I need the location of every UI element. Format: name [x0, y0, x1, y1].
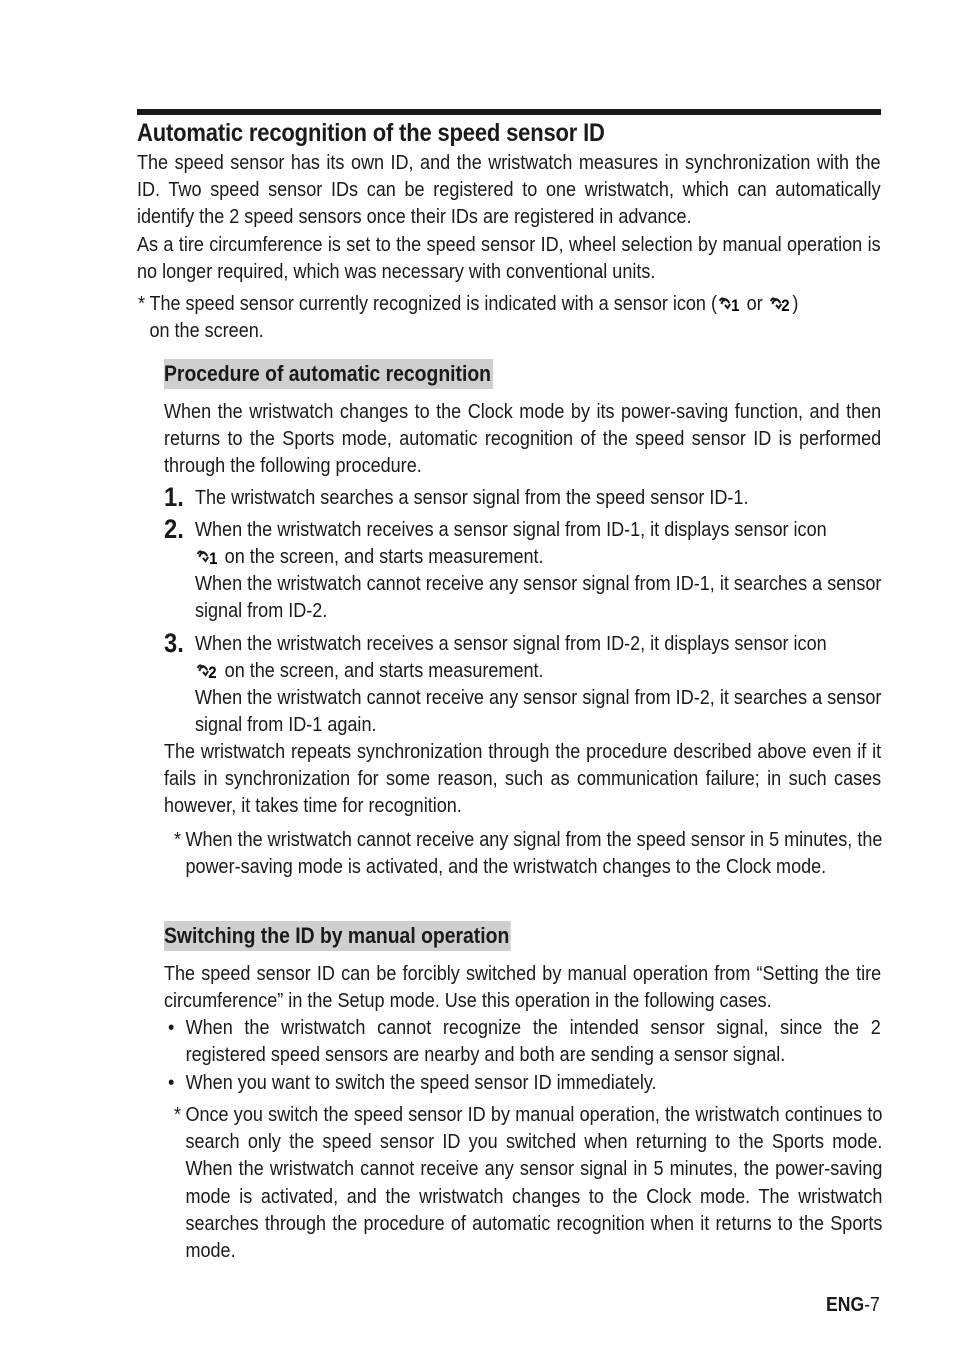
step-3-text: When the wristwatch receives a sensor signal from ID-2, it displays sensor icon — [195, 632, 827, 655]
step-2-number: 2. — [164, 514, 184, 544]
svg-text:2: 2 — [208, 664, 217, 680]
step-1-number: 1. — [164, 482, 184, 512]
page-number: ENG-7 — [826, 1294, 880, 1316]
note-text-3: on the screen. — [149, 319, 264, 342]
sensor-id-2-icon — [768, 291, 793, 313]
manual-heading: Switching the ID by manual operation — [164, 921, 558, 951]
note-text-2: ) — [792, 292, 799, 315]
svg-text:2: 2 — [780, 297, 790, 313]
manual-intro: The speed sensor ID can be forcibly switched by manual operation from “Setting the tire circumference” in the Setup mode. Use this operation in the following cases. — [164, 962, 882, 1013]
step-2-line-2: 1 on the screen, and starts measurement. — [195, 543, 954, 570]
intro-paragraph-2: As a tire circumference is set to the speed sensor ID, wheel selection by manual operation is no longer required, which was necessary with conventional units. — [137, 233, 881, 284]
step-2-continuation: When the wristwatch cannot receive any sensor signal from ID-1, it searches a sensor signal from ID-2. — [195, 572, 882, 623]
sensor-id-1-icon — [195, 544, 220, 566]
manual-note: * Once you switch the speed sensor ID by manual operation, the wristwatch continues to search only the speed sensor ID you switched when returning to the Sports mode. When the wristwatch cannot receive any sensor signal in 5 minutes, the power-saving mode is activated, and the wristwatch changes to the Clock mode. The wristwatch searches through the procedure of automatic recognition when it returns to the Sports mode. — [174, 1103, 883, 1263]
procedure-heading: Procedure of automatic recognition — [164, 359, 538, 389]
section-title: Automatic recognition of the speed sensor ID — [137, 119, 605, 147]
svg-text:1: 1 — [209, 550, 218, 566]
note-text-1: The speed sensor currently recognized is indicated with a sensor icon ( — [149, 292, 717, 315]
section-rule — [137, 109, 881, 115]
procedure-intro: When the wristwatch changes to the Clock mode by its power-saving function, and then returns to the Sports mode, automatic recognition of the speed sensor ID is performed through the following procedure. — [164, 400, 882, 478]
step-2-text: When the wristwatch receives a sensor signal from ID-1, it displays sensor icon — [195, 518, 827, 541]
note-or: or — [746, 292, 763, 315]
sensor-icon-note — [138, 290, 954, 350]
manual-bullet-2: • When you want to switch the speed sensor ID immediately. — [168, 1071, 657, 1094]
svg-text:1: 1 — [731, 297, 740, 313]
step-1-text: The wristwatch searches a sensor signal from the speed sensor ID-1. — [195, 486, 749, 509]
intro-paragraph-1: The speed sensor has its own ID, and the wristwatch measures in synchronization with the ID. Two speed sensor IDs can be registered to one wristwatch, which can automatically identify the 2 speed sensors once their IDs are registered in advance. — [137, 151, 881, 229]
procedure-note: * When the wristwatch cannot receive any signal from the speed sensor in 5 minutes, the power-saving mode is activated, and the wristwatch changes to the Clock mode. — [174, 828, 883, 879]
step-3-number: 3. — [164, 628, 184, 658]
manual-bullet-1: • When the wristwatch cannot recognize the intended sensor signal, since the 2 registered speed sensors are nearby and both are sending a sensor signal. — [168, 1016, 881, 1067]
step-3-continuation: When the wristwatch cannot receive any sensor signal from ID-2, it searches a sensor signal from ID-1 again. — [195, 686, 882, 737]
step-3-line-2: 2 on the screen, and starts measurement. — [195, 657, 954, 684]
procedure-outro: The wristwatch repeats synchronization through the procedure described above even if it fails in synchronization for some reason, such as communication failure; in such cases however, it takes time for recognition. — [164, 740, 882, 818]
sensor-id-2-icon — [195, 658, 220, 680]
sensor-id-1-icon — [717, 291, 742, 313]
note-asterisk: * — [138, 292, 146, 315]
